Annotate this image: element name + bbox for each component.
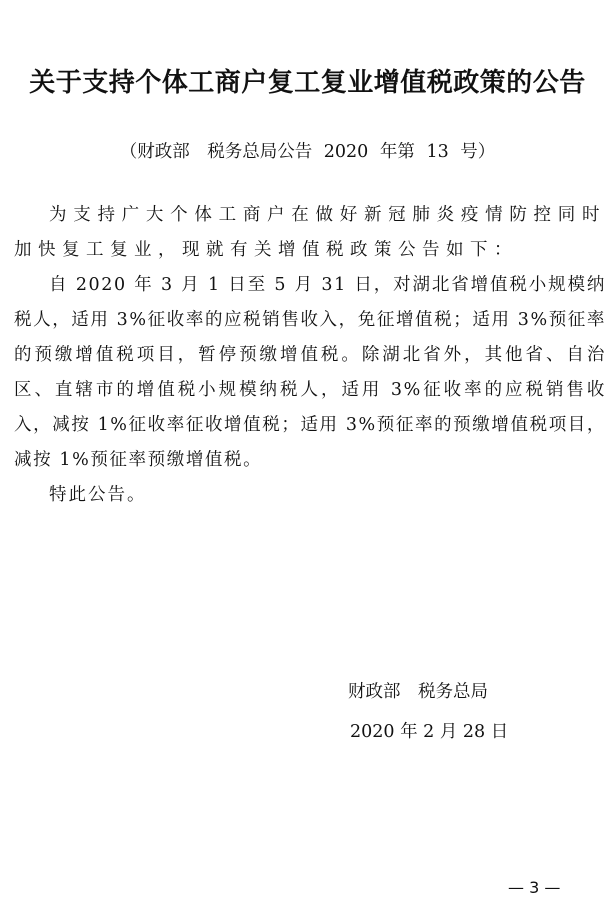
document-number: （财政部 税务总局公告 2020 年第 13 号） (119, 142, 496, 162)
page-number: — 3 — (508, 878, 561, 897)
issuer-signature: 财政部 税务总局 (348, 682, 488, 702)
paragraph-policy: 自 2020 年 3 月 1 日至 5 月 31 日，对湖北省增值税小规模纳税人，适用 3%征收率的应税销售收入，免征增值税；适用 3%预征率的预缴增值税项目，暂停预缴增值税。除湖北省外，其他省、自治区、直辖市的增值税小规模纳税人，适用 3%征收率的应税销售收入，减按 1%征收率征收增值税；适用 3%预征率的预缴增值税项目，减按 1%预征率预缴增值税。 (14, 275, 606, 470)
paragraph-closing: 特此公告。 (49, 485, 147, 505)
paragraph-intro: 为支持广大个体工商户在做好新冠肺炎疫情防控同时加快复工复业，现就有关增值税政策公告如下： (14, 205, 606, 260)
document-body (14, 198, 606, 513)
document-title: 关于支持个体工商户复工复业增值税政策的公告 (29, 68, 586, 98)
issue-date: 2020 年 2 月 28 日 (350, 722, 509, 742)
